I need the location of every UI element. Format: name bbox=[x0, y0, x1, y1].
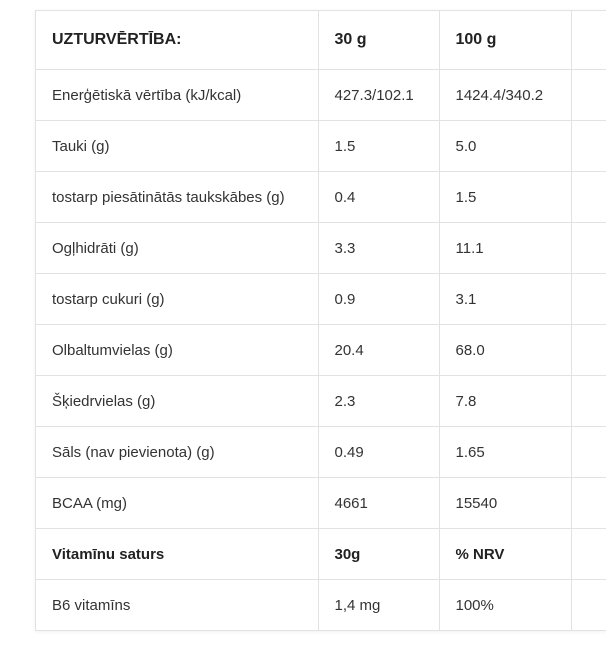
empty-cell bbox=[571, 478, 606, 529]
value-100g-cell: 15540 bbox=[439, 478, 571, 529]
empty-cell bbox=[571, 427, 606, 478]
nutrient-name-cell: tostarp cukuri (g) bbox=[36, 274, 318, 325]
table-row bbox=[36, 376, 606, 427]
empty-cell bbox=[571, 529, 606, 580]
value-30g-cell: 427.3/102.1 bbox=[318, 70, 439, 121]
vitamin-nrv-cell: 100% bbox=[439, 580, 571, 631]
value-100g-cell: 68.0 bbox=[439, 325, 571, 376]
value-100g-cell: 1.65 bbox=[439, 427, 571, 478]
empty-cell bbox=[571, 325, 606, 376]
empty-cell bbox=[571, 580, 606, 631]
table-row bbox=[36, 478, 606, 529]
vitamin-30g-cell: 1,4 mg bbox=[318, 580, 439, 631]
vitamin-header-row bbox=[36, 529, 606, 580]
header-nutrient-cell: UZTURVĒRTĪBA: bbox=[36, 11, 318, 70]
value-100g-cell: 1.5 bbox=[439, 172, 571, 223]
empty-cell bbox=[571, 11, 606, 70]
vitamin-nrv-header-cell: % NRV bbox=[439, 529, 571, 580]
nutrition-table bbox=[36, 11, 606, 630]
table-row bbox=[36, 580, 606, 631]
table-row bbox=[36, 325, 606, 376]
nutrient-name-cell: Olbaltumvielas (g) bbox=[36, 325, 318, 376]
value-30g-cell: 0.49 bbox=[318, 427, 439, 478]
nutrient-name-cell: BCAA (mg) bbox=[36, 478, 318, 529]
table-row bbox=[36, 121, 606, 172]
value-30g-cell: 1.5 bbox=[318, 121, 439, 172]
nutrient-name-cell: Sāls (nav pievienota) (g) bbox=[36, 427, 318, 478]
empty-cell bbox=[571, 172, 606, 223]
vitamin-30g-header-cell: 30g bbox=[318, 529, 439, 580]
vitamin-header-cell: Vitamīnu saturs bbox=[36, 529, 318, 580]
value-100g-cell: 3.1 bbox=[439, 274, 571, 325]
nutrient-name-cell: Tauki (g) bbox=[36, 121, 318, 172]
table-row bbox=[36, 274, 606, 325]
nutrient-name-cell: Šķiedrvielas (g) bbox=[36, 376, 318, 427]
nutrition-table-container bbox=[35, 10, 606, 631]
value-30g-cell: 4661 bbox=[318, 478, 439, 529]
table-row bbox=[36, 70, 606, 121]
empty-cell bbox=[571, 121, 606, 172]
table-row bbox=[36, 427, 606, 478]
nutrient-name-cell: Enerģētiskā vērtība (kJ/kcal) bbox=[36, 70, 318, 121]
table-row bbox=[36, 223, 606, 274]
empty-cell bbox=[571, 70, 606, 121]
value-30g-cell: 0.4 bbox=[318, 172, 439, 223]
vitamin-name-cell: B6 vitamīns bbox=[36, 580, 318, 631]
table-header-row bbox=[36, 11, 606, 70]
value-100g-cell: 1424.4/340.2 bbox=[439, 70, 571, 121]
table-row bbox=[36, 172, 606, 223]
value-100g-cell: 5.0 bbox=[439, 121, 571, 172]
empty-cell bbox=[571, 223, 606, 274]
nutrient-name-cell: Ogļhidrāti (g) bbox=[36, 223, 318, 274]
value-100g-cell: 11.1 bbox=[439, 223, 571, 274]
value-30g-cell: 0.9 bbox=[318, 274, 439, 325]
header-100g-cell: 100 g bbox=[439, 11, 571, 70]
value-30g-cell: 20.4 bbox=[318, 325, 439, 376]
nutrient-name-cell: tostarp piesātinātās taukskābes (g) bbox=[36, 172, 318, 223]
empty-cell bbox=[571, 274, 606, 325]
header-30g-cell: 30 g bbox=[318, 11, 439, 70]
value-30g-cell: 2.3 bbox=[318, 376, 439, 427]
value-30g-cell: 3.3 bbox=[318, 223, 439, 274]
empty-cell bbox=[571, 376, 606, 427]
value-100g-cell: 7.8 bbox=[439, 376, 571, 427]
